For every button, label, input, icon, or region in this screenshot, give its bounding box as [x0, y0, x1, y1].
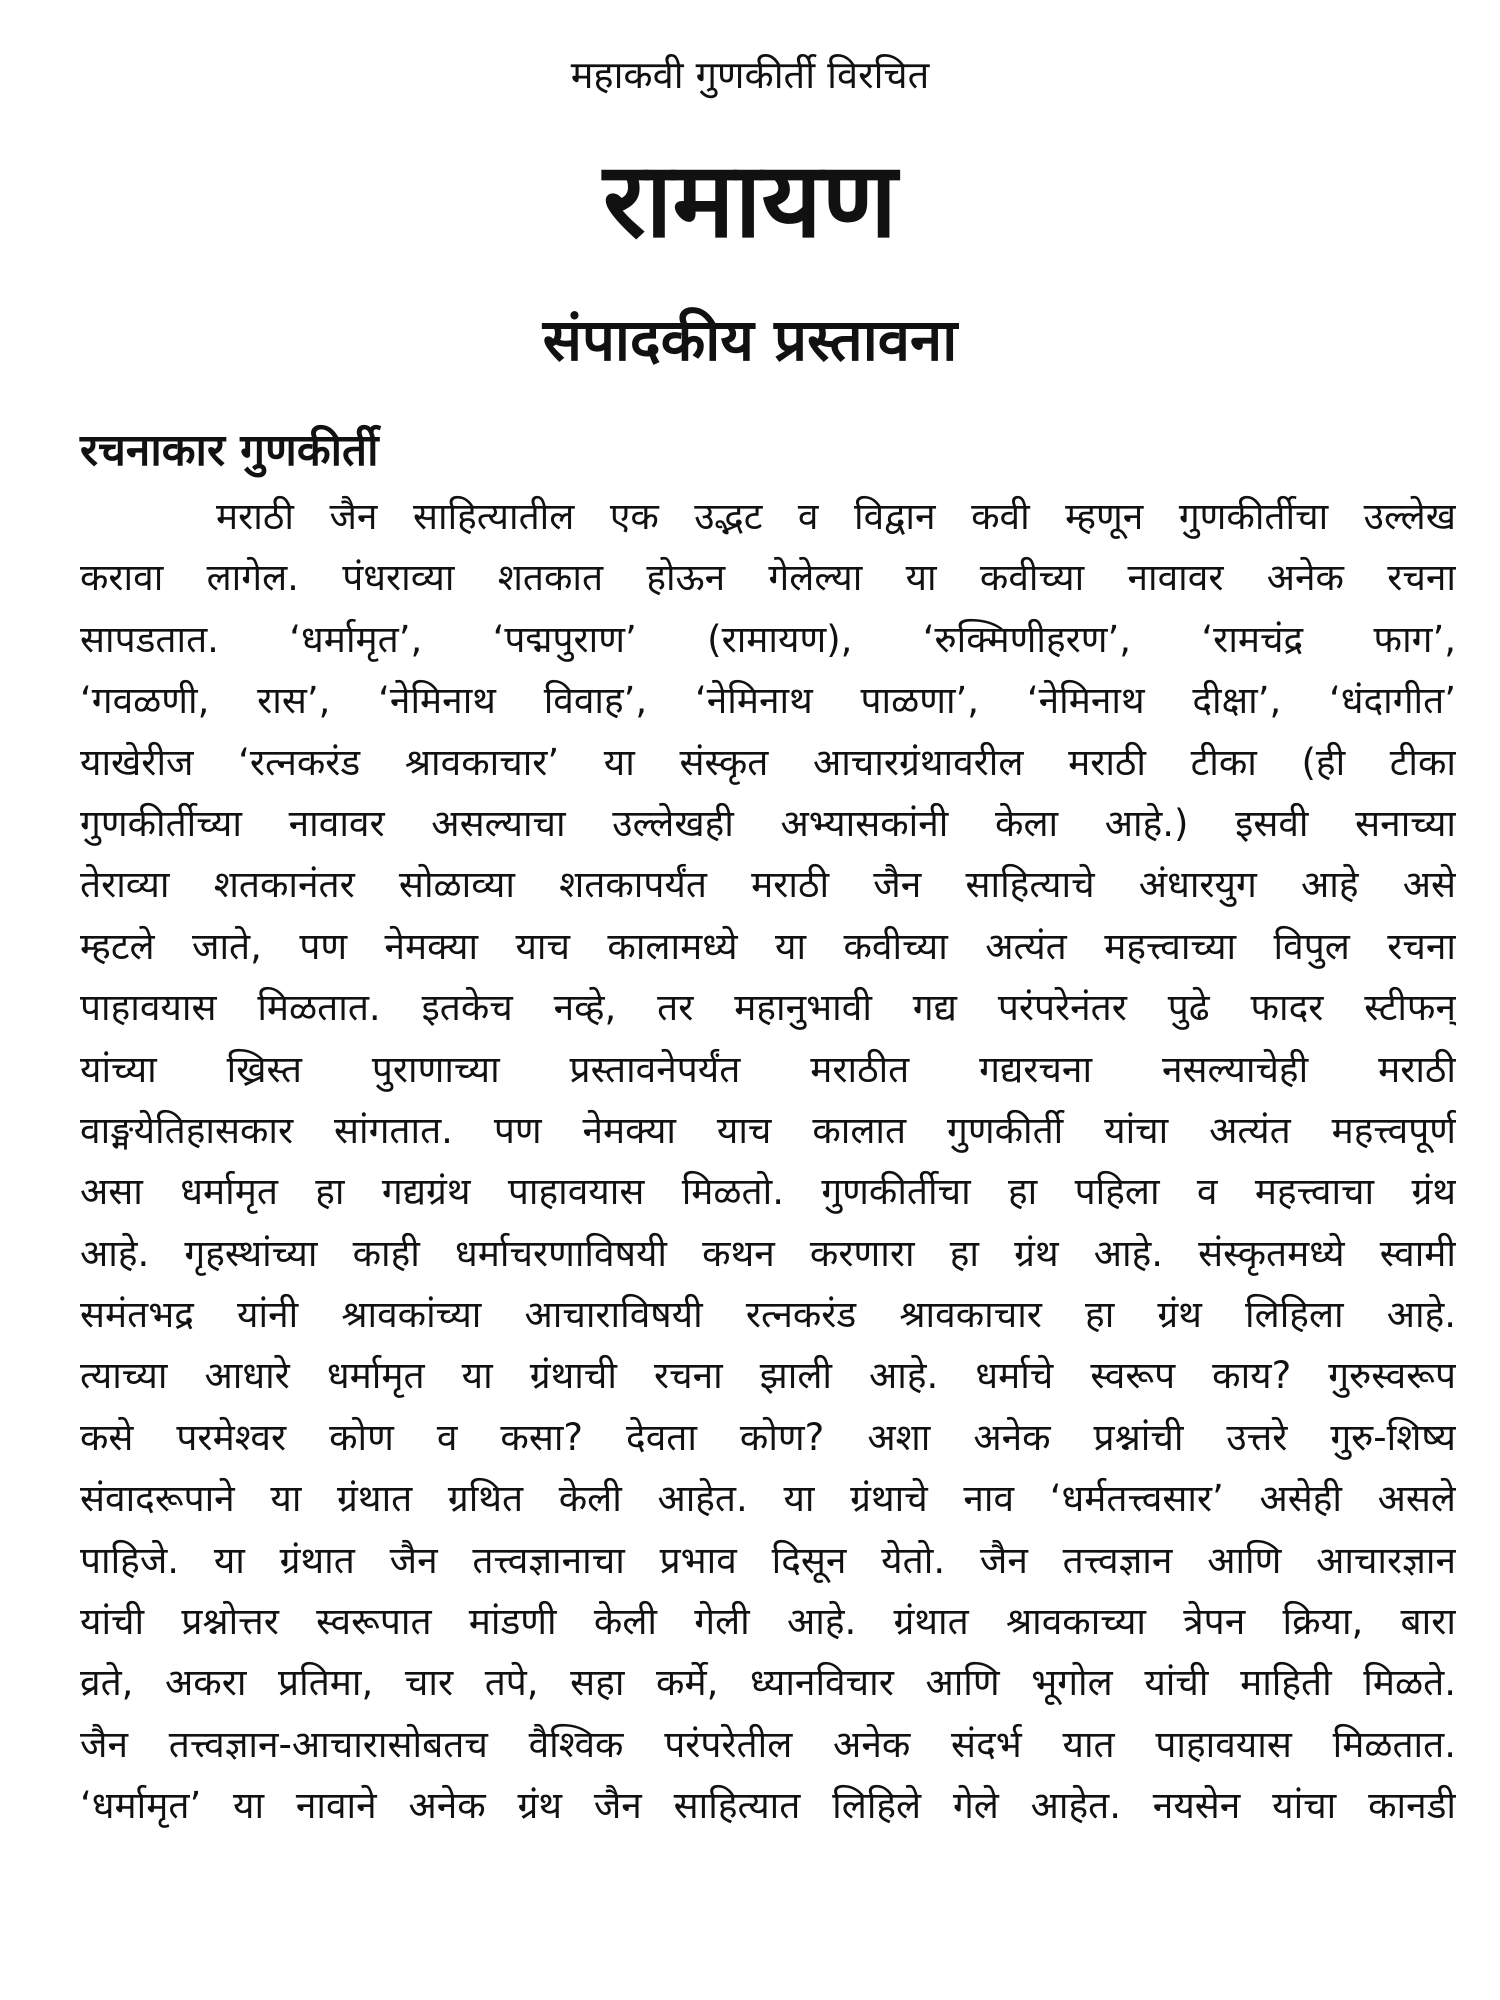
- text-line: त्याच्या आधारे धर्मामृत या ग्रंथाची रचना झाली आहे. धर्माचे स्वरूप काय? गुरुस्वरूप: [80, 1354, 1456, 1398]
- text-line: करावा लागेल. पंधराव्या शतकात होऊन गेलेल्या या कवीच्या नावावर अनेक रचना: [80, 556, 1456, 600]
- book-title: रामायण: [602, 139, 898, 261]
- text-line: यांची प्रश्नोत्तर स्वरूपात मांडणी केली गेली आहे. ग्रंथात श्रावकाच्या त्रेपन क्रिया, बारा: [80, 1600, 1456, 1644]
- text-line: यांच्या ख्रिस्त पुराणाच्या प्रस्तावनेपर्यंत मराठीत गद्यरचना नसल्याचेही मराठी: [80, 1047, 1456, 1091]
- text-line: गुणकीर्तीच्या नावावर असल्याचा उल्लेखही अभ्यासकांनी केला आहे.) इसवी सनाच्या: [80, 801, 1456, 845]
- text-line: व्रते, अकरा प्रतिमा, चार तपे, सहा कर्मे, ध्यानविचार आणि भूगोल यांची माहिती मिळते.: [80, 1661, 1456, 1705]
- text-line: मराठी जैन साहित्यातील एक उद्भट व विद्वान कवी म्हणून गुणकीर्तीचा उल्लेख: [216, 495, 1456, 538]
- section-subtitle: संपादकीय प्रस्तावना: [542, 306, 958, 374]
- text-line: पाहिजे. या ग्रंथात जैन तत्त्वज्ञानाचा प्रभाव दिसून येतो. जैन तत्त्वज्ञान आणि आचारज्ञान: [80, 1538, 1456, 1582]
- text-line: याखेरीज ‘रत्नकरंड श्रावकाचार’ या संस्कृत आचारग्रंथावरील मराठी टीका (ही टीका: [80, 740, 1456, 784]
- text-line: म्हटले जाते, पण नेमक्या याच कालामध्ये या कवीच्या अत्यंत महत्त्वाच्या विपुल रचना: [80, 924, 1456, 968]
- text-line: ‘गवळणी, रास’, ‘नेमिनाथ विवाह’, ‘नेमिनाथ पाळणा’, ‘नेमिनाथ दीक्षा’, ‘धंदागीत’: [80, 679, 1456, 723]
- text-line: सापडतात. ‘धर्मामृत’, ‘पद्मपुराण’ (रामायण), ‘रुक्मिणीहरण’, ‘रामचंद्र फाग’,: [80, 617, 1456, 661]
- text-line: जैन तत्त्वज्ञान-आचारासोबतच वैश्विक परंपरेतील अनेक संदर्भ यात पाहावयास मिळतात.: [80, 1722, 1456, 1766]
- body-paragraph: [80, 486, 1456, 1837]
- text-line: आहे. गृहस्थांच्या काही धर्माचरणाविषयी कथन करणारा हा ग्रंथ आहे. संस्कृतमध्ये स्वामी: [80, 1231, 1456, 1275]
- text-line: समंतभद्र यांनी श्रावकांच्या आचाराविषयी रत्नकरंड श्रावकाचार हा ग्रंथ लिहिला आहे.: [80, 1293, 1456, 1337]
- text-line: वाङ्मयेतिहासकार सांगतात. पण नेमक्या याच कालात गुणकीर्ती यांचा अत्यंत महत्त्वपूर्ण: [80, 1108, 1456, 1152]
- text-line: पाहावयास मिळतात. इतकेच नव्हे, तर महानुभावी गद्य परंपरेनंतर पुढे फादर स्टीफन्: [80, 986, 1456, 1030]
- text-line: असा धर्मामृत हा गद्यग्रंथ पाहावयास मिळतो. गुणकीर्तीचा हा पहिला व महत्त्वाचा ग्रंथ: [80, 1170, 1456, 1214]
- text-line: तेराव्या शतकानंतर सोळाव्या शतकापर्यंत मराठी जैन साहित्याचे अंधारयुग आहे असे: [80, 863, 1456, 907]
- text-line: ‘धर्मामृत’ या नावाने अनेक ग्रंथ जैन साहित्यात लिहिले गेले आहेत. नयसेन यांचा कानडी: [80, 1784, 1456, 1828]
- book-byline: महाकवी गुणकीर्ती विरचित: [570, 53, 930, 97]
- section-heading: रचनाकार गुणकीर्ती: [80, 425, 379, 476]
- text-line: कसे परमेश्वर कोण व कसा? देवता कोण? अशा अनेक प्रश्नांची उत्तरे गुरु-शिष्य: [80, 1415, 1456, 1459]
- text-line: संवादरूपाने या ग्रंथात ग्रथित केली आहेत. या ग्रंथाचे नाव ‘धर्मतत्त्वसार’ असेही असले: [80, 1477, 1456, 1521]
